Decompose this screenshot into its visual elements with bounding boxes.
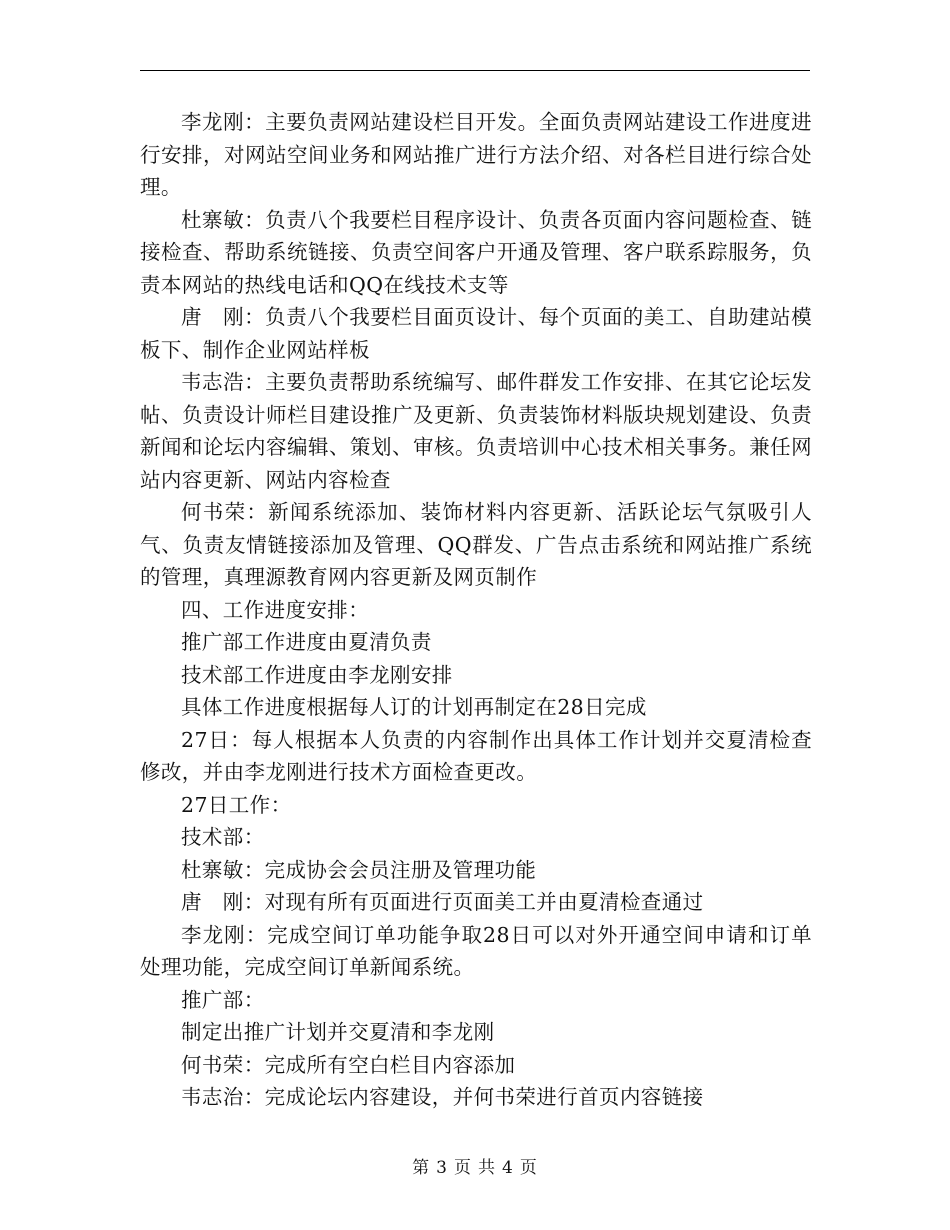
paragraph: 杜寨敏：完成协会会员注册及管理功能	[181, 857, 537, 882]
current-page-number: 3	[436, 1158, 448, 1178]
paragraph: 唐 刚：对现有所有页面进行页面美工并由夏清检查通过	[181, 890, 704, 914]
paragraph: 李龙刚：主要负责网站建设栏目开发。全面负责网站建设工作进度进行安排，对网站空间业务和网站推广进行方法介绍、对各栏目进行综合处理。	[140, 110, 812, 199]
paragraph: 技术部工作进度由李龙刚安排	[181, 662, 453, 687]
paragraph: 推广部：	[181, 987, 265, 1012]
page-footer	[0, 1153, 950, 1178]
section-heading: 四、工作进度安排：	[181, 597, 370, 622]
footer-prefix: 第	[412, 1158, 431, 1178]
paragraph: 27日工作：	[181, 792, 292, 817]
header-rule	[140, 70, 810, 71]
footer-suffix: 页	[519, 1158, 538, 1178]
paragraph: 具体工作进度根据每人订的计划再制定在28日完成	[181, 695, 647, 719]
footer-page-label: 页	[454, 1158, 472, 1178]
footer-total-label: 共	[478, 1158, 496, 1178]
document-body	[140, 106, 812, 1114]
paragraph: 韦志治：完成论坛内容建设，并何书荣进行首页内容链接	[181, 1085, 704, 1109]
paragraph: 韦志浩：主要负责帮助系统编写、邮件群发工作安排、在其它论坛发帖、负责设计师栏目建设推广及更新、负责装饰材料版块规划建设、负责新闻和论坛内容编辑、策划、审核。负责培训中心技术相关事务。兼任网站内容更新、网站内容检查	[140, 370, 812, 492]
paragraph: 制定出推广计划并交夏清和李龙刚	[181, 1020, 495, 1044]
paragraph: 27日：每人根据本人负责的内容制作出具体工作计划并交夏清检查修改，并由李龙刚进行技术方面检查更改。	[140, 727, 812, 784]
paragraph: 唐 刚：负责八个我要栏目面页设计、每个页面的美工、自助建站模板下、制作企业网站样板	[140, 305, 812, 362]
paragraph: 何书荣：新闻系统添加、装饰材料内容更新、活跃论坛气氛吸引人气、负责友情链接添加及管理、QQ群发、广告点击系统和网站推广系统的管理，真理源教育网内容更新及网页制作	[140, 500, 812, 589]
total-pages-number: 4	[502, 1158, 514, 1178]
paragraph: 技术部：	[181, 825, 265, 849]
paragraph: 李龙刚：完成空间订单功能争取28日可以对外开通空间申请和订单处理功能，完成空间订单新闻系统。	[140, 922, 812, 979]
paragraph: 杜寨敏：负责八个我要栏目程序设计、负责各页面内容问题检查、链接检查、帮助系统链接、负责空间客户开通及管理、客户联系踪服务，负责本网站的热线电话和QQ在线技术支等	[140, 207, 812, 297]
paragraph: 推广部工作进度由夏清负责	[181, 630, 432, 654]
paragraph: 何书荣：完成所有空白栏目内容添加	[181, 1052, 516, 1077]
